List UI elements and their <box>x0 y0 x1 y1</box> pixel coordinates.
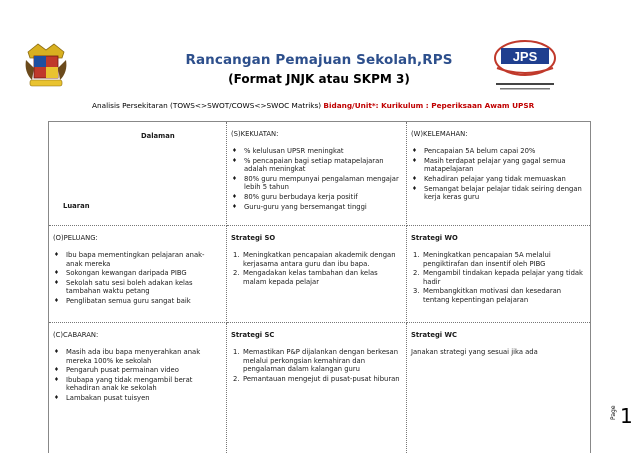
list-item: ♦ Sokongan kewangan daripada PIBG <box>53 269 220 277</box>
threats-title: (C)CABARAN: <box>53 331 99 339</box>
matrix-corner-cell <box>49 122 227 226</box>
strategy-so-list <box>231 251 400 286</box>
strategy-wc-title: Strategi WC <box>411 331 457 339</box>
analysis-prefix: Analisis Persekitaran (TOWS<>SWOT/COWS<>SWOC Matriks) <box>92 101 322 110</box>
weaknesses-cell <box>407 122 590 226</box>
list-item: ♦ Penglibatan semua guru sangat baik <box>53 297 220 305</box>
strategy-wo-title: Strategi WO <box>411 234 458 242</box>
strengths-list <box>231 147 400 211</box>
list-item: 3. Membangkitkan motivasi dan kesedaran tentang kepentingan pelajaran <box>413 287 562 304</box>
list-item: ♦ % kelulusan UPSR meningkat <box>231 147 400 155</box>
list-item: ♦ Semangat belajar pelajar tidak seiring dengan kerja keras guru <box>411 185 584 202</box>
strategy-wc-text: Janakan strategi yang sesuai jika ada <box>411 348 538 357</box>
analysis-line <box>92 101 534 110</box>
list-item: ♦ Masih terdapat pelajar yang gagal semua matapelajaran <box>411 157 584 174</box>
corner-outer-label: Luaran <box>63 202 90 210</box>
page-label: Page <box>610 405 617 420</box>
list-item: ♦ Sekolah satu sesi boleh adakan kelas tambahan waktu petang <box>53 279 220 296</box>
opportunities-title: (O)PELUANG: <box>53 234 98 242</box>
document-title: Rancangan Pemajuan Sekolah,RPS <box>185 52 453 68</box>
list-item: ♦ Masih ada ibu bapa menyerahkan anak mereka 100% ke sekolah <box>53 348 220 365</box>
strategy-so-title: Strategi SO <box>231 234 276 242</box>
list-item: 2. Pemantauan mengejut di pusat-pusat hiburan <box>233 374 400 383</box>
list-item: 1. Memastikan P&P dijalankan dengan berkesan melalui perkongsian kemahiran dan pengalaman dalam kalangan guru <box>233 348 399 374</box>
page-number: 1 <box>620 404 633 428</box>
threats-list <box>53 348 220 402</box>
list-item: ♦ 80% guru mempunyai pengalaman mengajar lebih 5 tahun <box>231 175 400 192</box>
strategy-sc-list <box>231 348 400 383</box>
strategy-so-cell <box>227 226 407 323</box>
strengths-cell <box>227 122 407 226</box>
strategy-sc-cell <box>227 323 407 453</box>
strategy-wo-list <box>411 251 584 304</box>
list-item: ♦ Guru-guru yang bersemangat tinggi <box>231 203 400 211</box>
corner-inner-label: Dalaman <box>141 132 175 140</box>
list-item: 1. Meningkatkan pencapaian akademik dengan kerjasama antara guru dan ibu bapa. <box>233 251 396 268</box>
opportunities-cell <box>49 226 227 323</box>
list-item: 1. Meningkatkan pencapaian 5A melalui pengiktirafan dan insentif oleh PIBG <box>413 251 551 268</box>
tows-matrix <box>48 121 591 453</box>
list-item: ♦ Pengaruh pusat permainan video <box>53 366 220 374</box>
list-item: ♦ 80% guru berbudaya kerja positif <box>231 193 400 201</box>
strategy-wo-cell <box>407 226 590 323</box>
weaknesses-list <box>411 147 584 201</box>
strengths-title: (S)KEKUATAN: <box>231 130 279 138</box>
list-item: ♦ Pencapaian 5A belum capai 20% <box>411 147 584 155</box>
list-item: ♦ Lambakan pusat tuisyen <box>53 394 220 402</box>
list-item: ♦ Ibu bapa mementingkan pelajaran anak-anak mereka <box>53 251 220 268</box>
document-subtitle: (Format JNJK atau SKPM 3) <box>228 72 410 86</box>
analysis-highlight: Bidang/Unit*: Kurikulum : Peperiksaan Awam UPSR <box>323 101 535 110</box>
strategy-wc-cell <box>407 323 590 453</box>
threats-cell <box>49 323 227 453</box>
list-item: ♦ Kehadiran pelajar yang tidak memuaskan <box>411 175 584 183</box>
weaknesses-title: (W)KELEMAHAN: <box>411 130 468 138</box>
opportunities-list <box>53 251 220 305</box>
list-item: ♦ % pencapaian bagi setiap matapelajaran adalah meningkat <box>231 157 400 174</box>
list-item: ♦ Ibubapa yang tidak mengambil berat kehadiran anak ke sekolah <box>53 376 220 393</box>
list-item: 2. Mengadakan kelas tambahan dan kelas malam kepada pelajar <box>233 269 378 286</box>
list-item: 2. Mengambil tindakan kepada pelajar yang tidak hadir <box>413 269 583 286</box>
jps-logo-text: JPS <box>512 49 538 64</box>
strategy-sc-title: Strategi SC <box>231 331 275 339</box>
